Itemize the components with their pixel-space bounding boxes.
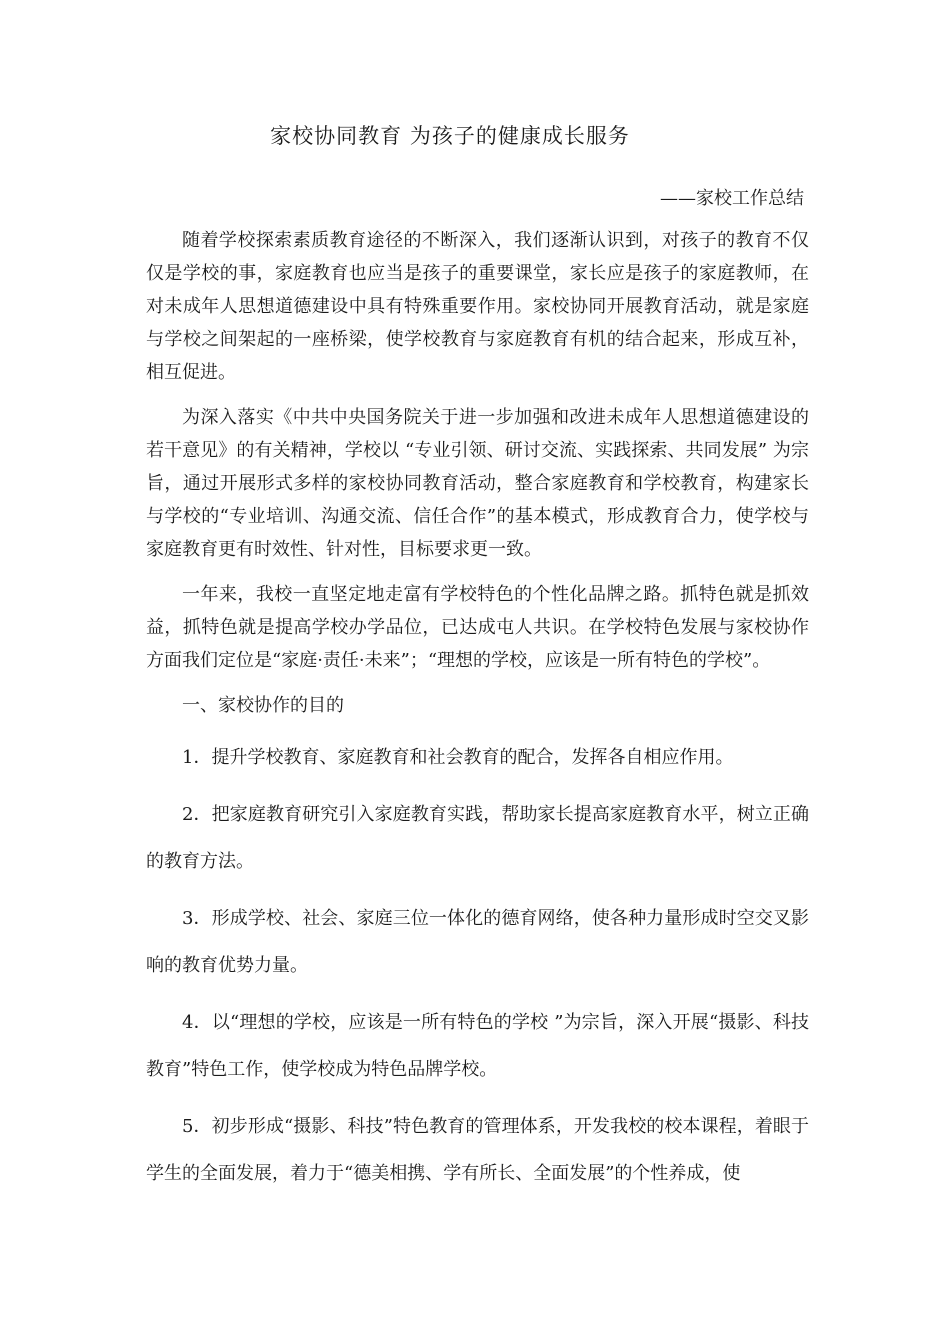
list-item [146, 999, 809, 1093]
list-item-text: 把家庭教育研究引入家庭教育实践，帮助家长提高家庭教育水平，树立正确的教育方法。 [146, 804, 810, 872]
list-item [146, 895, 809, 989]
document-body [146, 224, 809, 1207]
section-heading: 一、家校协作的目的 [182, 695, 344, 716]
list-item-text: 初步形成“摄影、科技”特色教育的管理体系，开发我校的校本课程，着眼于学生的全面发展，着力于“德美相携、学有所长、全面发展”的个性养成，使 [146, 1116, 810, 1184]
list-item-text: 以“理想的学校，应该是一所有特色的学校 ”为宗旨，深入开展“摄影、科技教育”特色工作，使学校成为特色品牌学校。 [146, 1012, 810, 1080]
list-item-text: 形成学校、社会、家庭三位一体化的德育网络，使各种力量形成时空交叉影响的教育优势力量。 [146, 908, 810, 976]
document-subtitle: ——家校工作总结 [660, 188, 804, 209]
paragraph-brand: 一年来，我校一直坚定地走富有学校特色的个性化品牌之路。抓特色就是抓效益，抓特色就是提高学校办学品位，已达成屯人共识。在学校特色发展与家校协作方面我们定位是“家庭·责任·未来”；“理想的学校，应该是一所有特色的学校”。 [146, 584, 809, 671]
list-item-number: 3． [182, 908, 212, 929]
list-item [146, 734, 809, 781]
list-item-text: 提升学校教育、家庭教育和社会教育的配合，发挥各自相应作用。 [211, 747, 734, 768]
list-item-number: 5． [182, 1116, 212, 1137]
list-item [146, 1103, 809, 1197]
list-item-number: 4． [182, 1012, 212, 1033]
paragraph-purpose: 为深入落实《中共中央国务院关于进一步加强和改进未成年人思想道德建设的若干意见》的有关精神，学校以 “专业引领、研讨交流、实践探索、共同发展” 为宗旨，通过开展形式多样的家校协同教育活动，整合家庭教育和学校教育，构建家长与学校的“专业培训、沟通交流、信任合作”的基本模式，形成教育合力，使学校与家庭教育更有时效性、针对性，目标要求更一致。 [146, 407, 809, 560]
list-item-number: 2． [182, 804, 212, 825]
list-item-number: 1． [182, 747, 212, 768]
document-title: 家校协同教育 为孩子的健康成长服务 [270, 124, 630, 148]
paragraph-intro: 随着学校探索素质教育途径的不断深入，我们逐渐认识到，对孩子的教育不仅仅是学校的事，家庭教育也应当是孩子的重要课堂，家长应是孩子的家庭教师，在对未成年人思想道德建设中具有特殊重要作用。家校协同开展教育活动，就是家庭与学校之间架起的一座桥梁，使学校教育与家庭教育有机的结合起来，形成互补，相互促进。 [146, 230, 809, 383]
list-item [146, 791, 809, 885]
